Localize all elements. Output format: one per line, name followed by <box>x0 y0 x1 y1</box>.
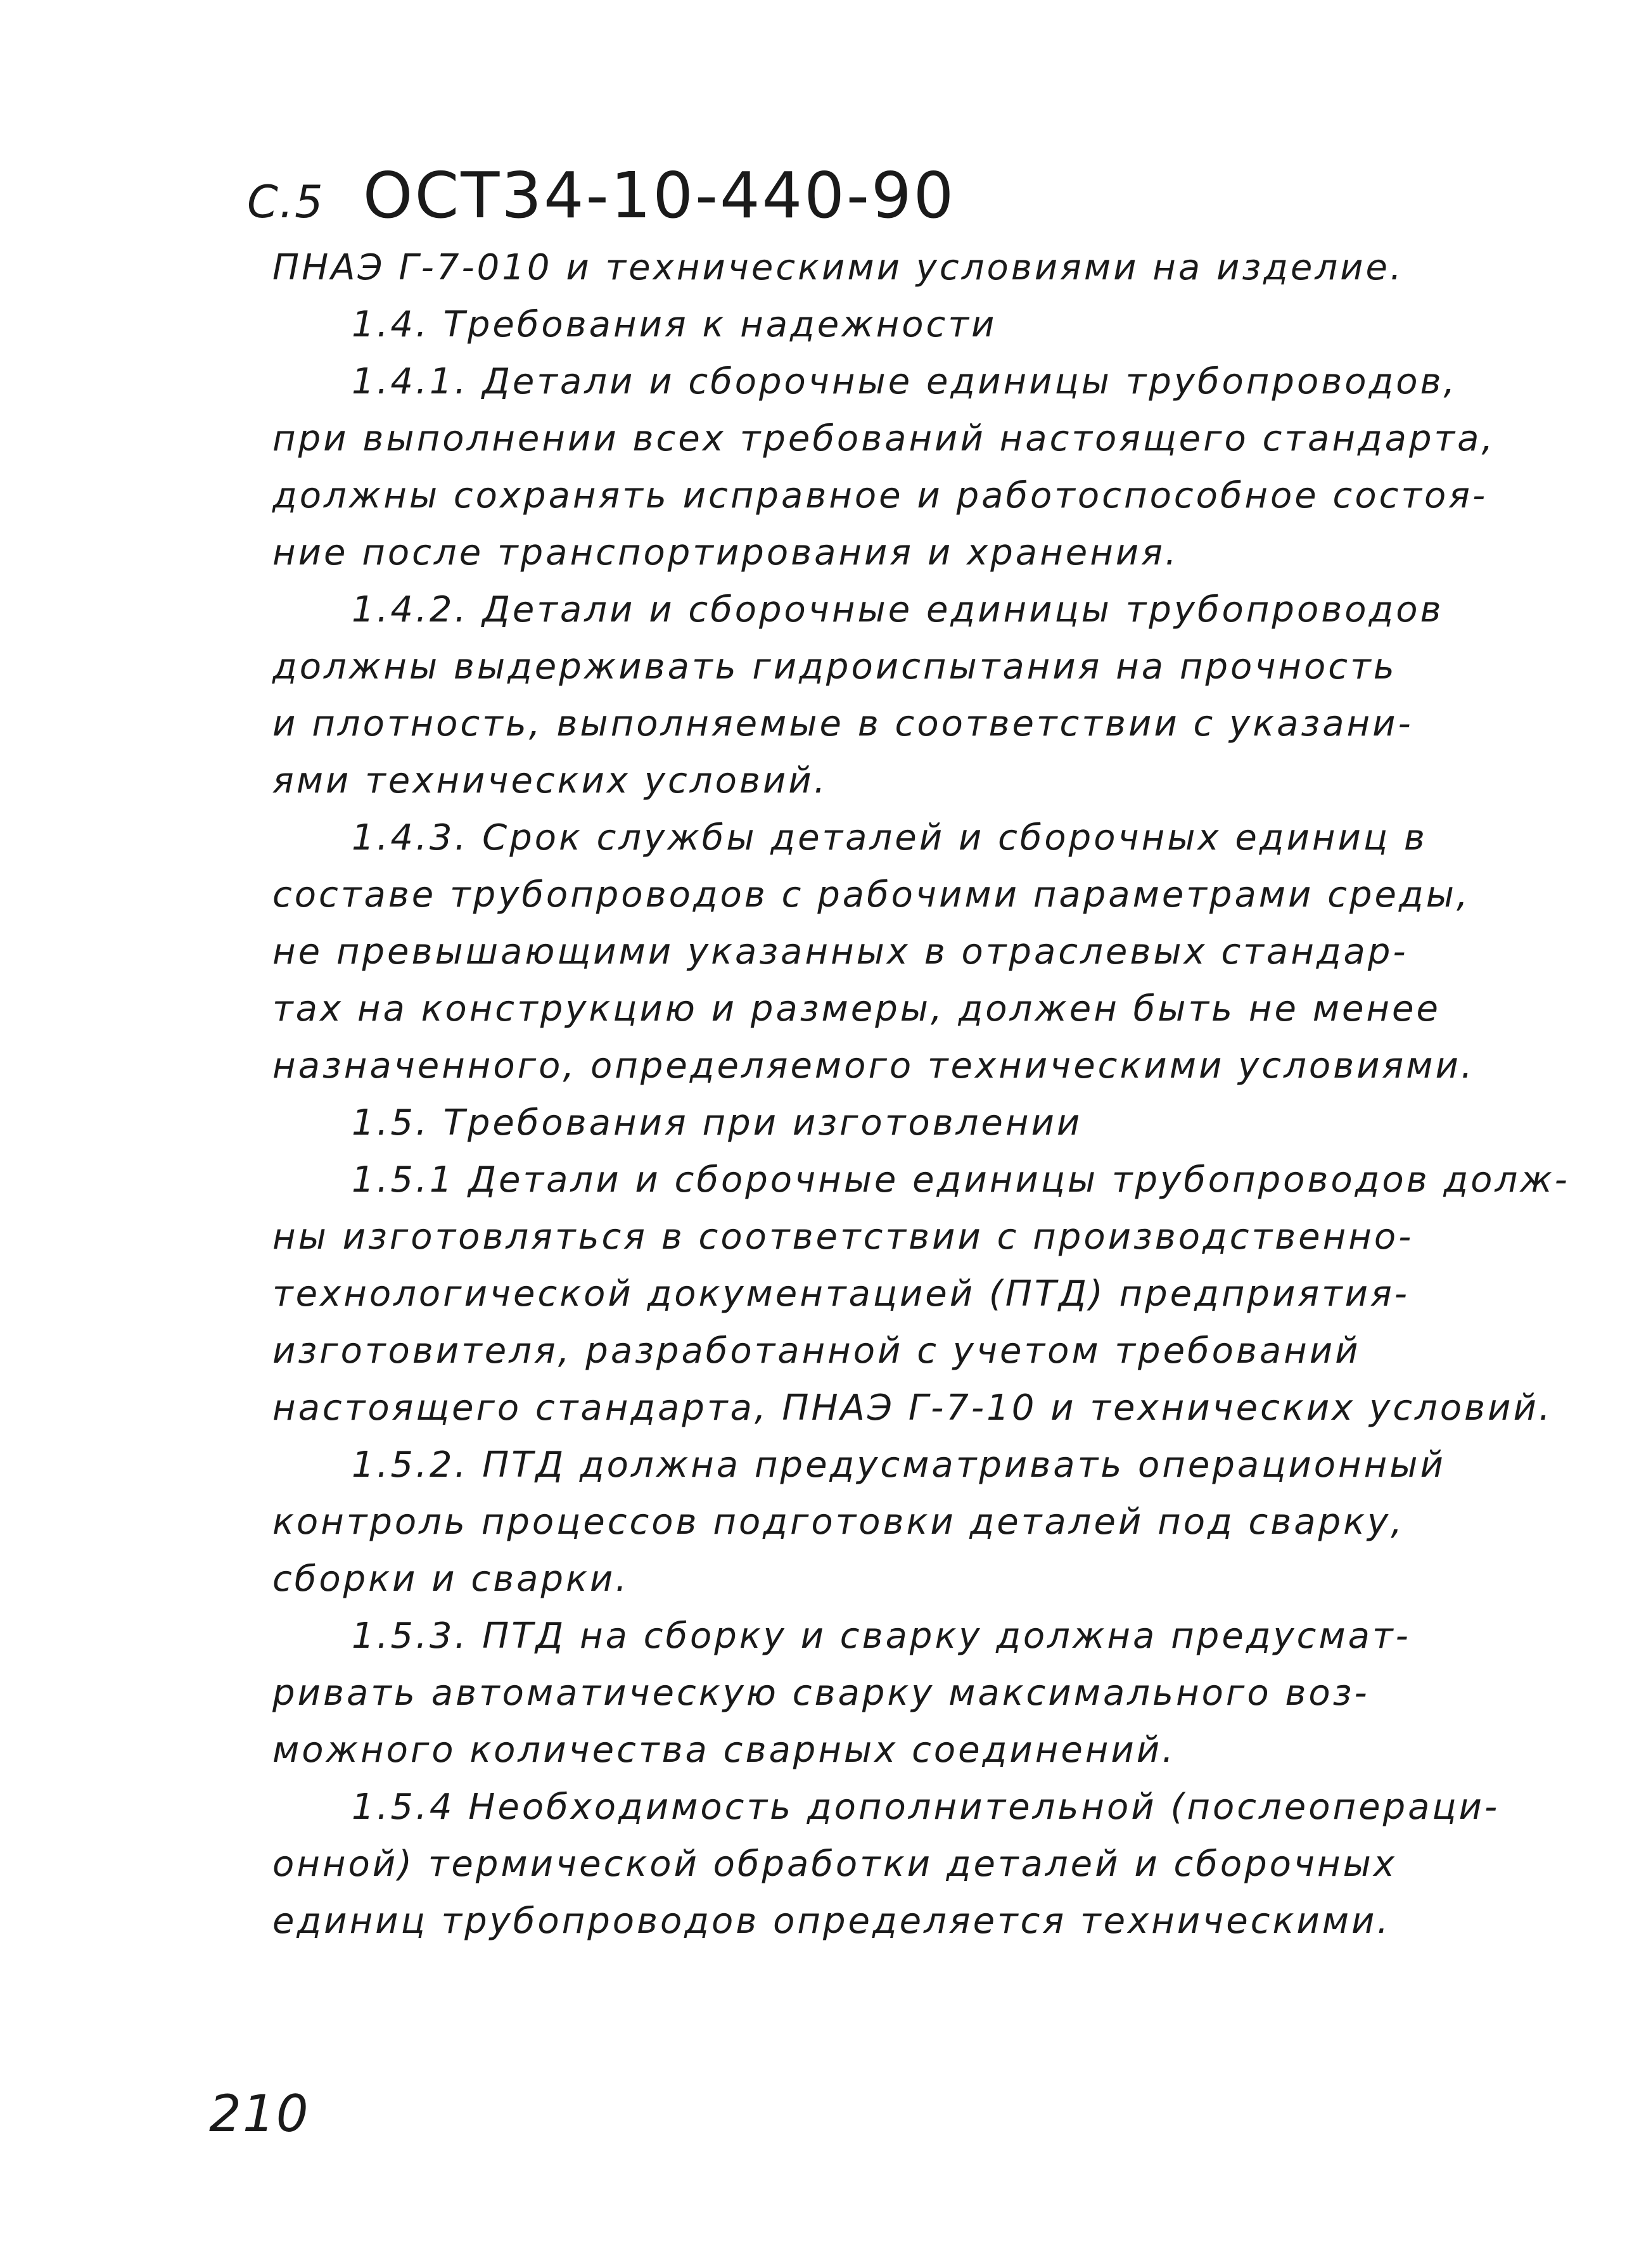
text-line: ями технических условий. <box>272 760 828 801</box>
section-heading: 1.4. Требования к надежности <box>352 304 997 345</box>
text-line: 1.5.2. ПТД должна предусматривать операционный <box>352 1444 1446 1486</box>
text-line: тах на конструкцию и размеры, должен быть не менее <box>272 988 1441 1029</box>
text-line: технологической документацией (ПТД) предприятия- <box>272 1273 1410 1315</box>
text-line: составе трубопроводов с рабочими параметрами среды, <box>272 874 1470 915</box>
text-line: настоящего стандарта, ПНАЭ Г-7-10 и технических условий. <box>272 1387 1553 1429</box>
text-line: сборки и сварки. <box>272 1558 630 1600</box>
text-line: 1.5.4 Необходимость дополнительной (послеопераци- <box>352 1787 1500 1828</box>
text-line: единиц трубопроводов определяется техническими. <box>272 1901 1391 1942</box>
document-code: ОСТ34-10-440-90 <box>362 158 956 233</box>
text-line: можного количества сварных соединений. <box>272 1730 1176 1771</box>
text-line: 1.4.1. Детали и сборочные единицы трубопроводов, <box>352 361 1458 402</box>
text-line: должны выдерживать гидроиспытания на прочность <box>272 646 1397 687</box>
text-line: ривать автоматическую сварку максимального воз- <box>272 1672 1370 1714</box>
section-heading: 1.5. Требования при изготовлении <box>352 1102 1083 1144</box>
page-number: 210 <box>209 2084 310 2143</box>
page-reference: С.5 <box>247 176 324 228</box>
text-line: при выполнении всех требований настоящего стандарта, <box>272 418 1496 459</box>
text-line: 1.4.3. Срок службы деталей и сборочных единиц в <box>352 817 1427 858</box>
text-line: и плотность, выполняемые в соответствии с указани- <box>272 703 1413 744</box>
text-line: должны сохранять исправное и работоспособное состоя- <box>272 475 1488 516</box>
text-line: контроль процессов подготовки деталей под сварку, <box>272 1501 1405 1543</box>
text-line: ны изготовляться в соответствии с производственно- <box>272 1216 1414 1258</box>
page-header <box>247 158 955 233</box>
text-line: изготовителя, разработанной с учетом требований <box>272 1330 1361 1372</box>
text-line: онной) термической обработки деталей и сборочных <box>272 1844 1397 1885</box>
text-line: ние после транспортирования и хранения. <box>272 532 1179 573</box>
text-line: 1.4.2. Детали и сборочные единицы трубопроводов <box>352 589 1444 630</box>
text-line: назначенного, определяемого техническими условиями. <box>272 1045 1475 1086</box>
text-line: 1.5.1 Детали и сборочные единицы трубопроводов долж- <box>352 1159 1570 1201</box>
text-line: ПНАЭ Г-7-010 и техническими условиями на изделие. <box>272 247 1404 288</box>
text-line: не превышающими указанных в отраслевых стандар- <box>272 931 1408 972</box>
text-line: 1.5.3. ПТД на сборку и сварку должна предусмат- <box>352 1615 1411 1657</box>
